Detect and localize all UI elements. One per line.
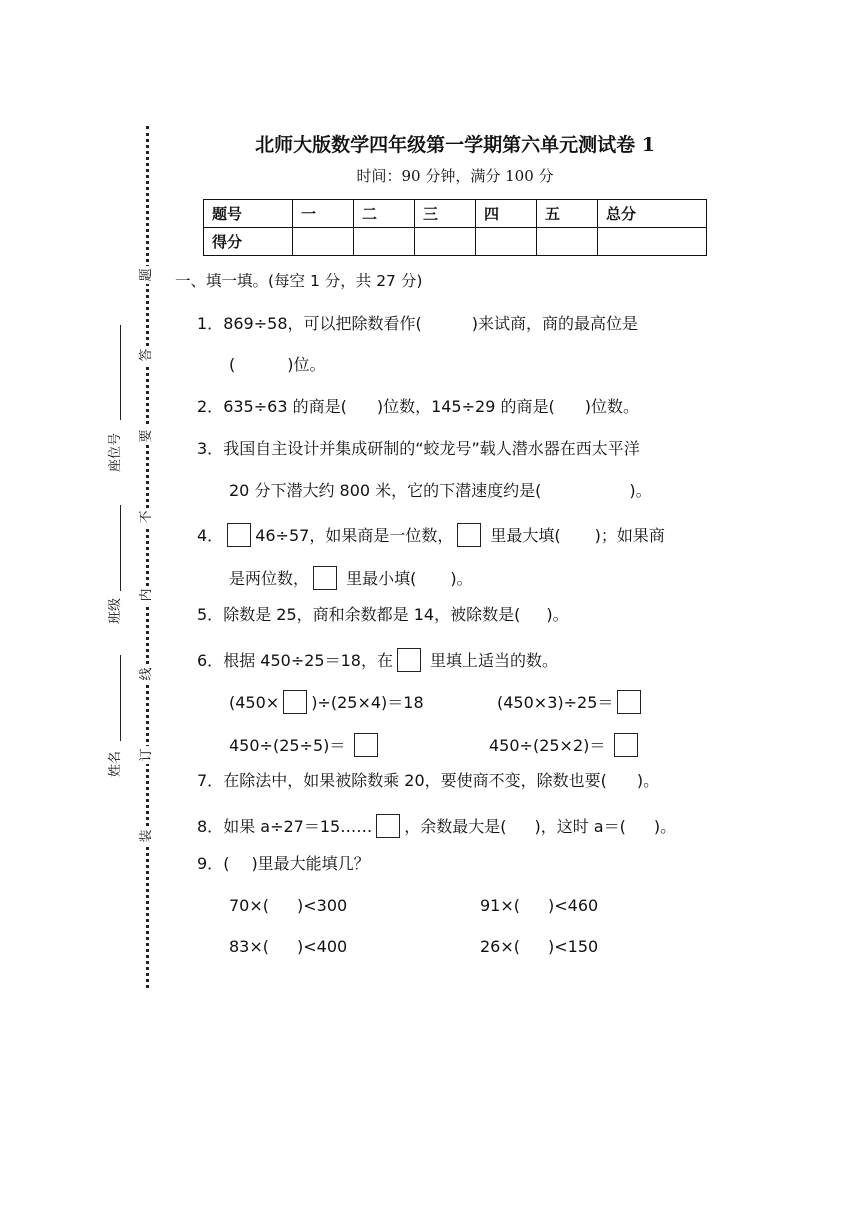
question-3-line2 bbox=[229, 480, 652, 502]
expression-text: 83×( bbox=[229, 937, 270, 956]
question-4-line2 bbox=[229, 566, 473, 590]
score-table bbox=[203, 199, 707, 256]
expression-text: 450÷(25÷5)＝ bbox=[229, 736, 346, 755]
blank-box[interactable] bbox=[457, 523, 481, 547]
expression-text: 70×( bbox=[229, 896, 270, 915]
question-4 bbox=[197, 523, 665, 547]
table-row bbox=[204, 200, 707, 228]
class-line bbox=[120, 505, 121, 591]
question-5 bbox=[197, 604, 569, 626]
question-text: )位数。 bbox=[584, 397, 639, 416]
name-line bbox=[120, 655, 121, 741]
seal-char: 装 bbox=[138, 827, 156, 845]
blank-box[interactable] bbox=[227, 523, 251, 547]
question-number: 7． bbox=[197, 771, 224, 790]
question-text: )。 bbox=[653, 817, 677, 836]
question-text: 我国自主设计并集成研制的“蛟龙号”载人潜水器在西太平洋 bbox=[223, 439, 640, 458]
binding-dotted-line bbox=[146, 126, 149, 988]
blank-box[interactable] bbox=[283, 690, 307, 714]
question-text: 869÷58，可以把除数看作( bbox=[223, 314, 422, 333]
table-cell: 一 bbox=[293, 200, 354, 228]
seal-char: 内 bbox=[138, 586, 156, 604]
table-cell: 三 bbox=[415, 200, 476, 228]
blank-box[interactable] bbox=[397, 648, 421, 672]
expression-text: (450×3)÷25＝ bbox=[497, 693, 614, 712]
question-text: )。 bbox=[450, 569, 473, 588]
question-text: )。 bbox=[629, 481, 652, 500]
question-text: ，余数最大是( bbox=[404, 817, 507, 836]
question-text: )。 bbox=[546, 605, 569, 624]
question-text: 除数是 25，商和余数都是 14，被除数是( bbox=[223, 605, 521, 624]
expression-text: 26×( bbox=[480, 937, 521, 956]
question-6-expr-2 bbox=[497, 690, 645, 714]
question-number: 5． bbox=[197, 605, 224, 624]
question-text: 46÷57，如果商是一位数， bbox=[255, 526, 454, 545]
question-6-expr-3 bbox=[229, 733, 382, 757]
table-cell: 得分 bbox=[204, 228, 293, 256]
seal-char: 题 bbox=[138, 266, 156, 284]
question-9-expr-1 bbox=[229, 895, 347, 917]
question-2 bbox=[197, 396, 639, 418]
question-9 bbox=[197, 853, 370, 875]
question-9-expr-3 bbox=[229, 936, 347, 958]
blank-box[interactable] bbox=[614, 733, 638, 757]
question-text: 635÷63 的商是( bbox=[223, 397, 347, 416]
question-number: 2． bbox=[197, 397, 224, 416]
seal-char: 线 bbox=[138, 665, 156, 683]
question-text: ( bbox=[229, 355, 236, 374]
question-7 bbox=[197, 770, 659, 792]
table-cell: 总分 bbox=[598, 200, 707, 228]
question-number: 8． bbox=[197, 817, 224, 836]
question-6-expr-4 bbox=[489, 733, 642, 757]
seat-number-label: 座位号 bbox=[108, 432, 123, 472]
question-text: )；如果商 bbox=[594, 526, 665, 545]
question-6 bbox=[197, 648, 558, 672]
expression-text: 91×( bbox=[480, 896, 521, 915]
table-cell: 四 bbox=[476, 200, 537, 228]
page-subtitle: 时间：90 分钟，满分 100 分 bbox=[356, 167, 554, 185]
blank-box[interactable] bbox=[617, 690, 641, 714]
expression-text: )÷(25×4)＝18 bbox=[311, 693, 424, 712]
seal-char: 订 bbox=[138, 746, 156, 764]
score-cell[interactable] bbox=[293, 228, 354, 256]
table-cell: 二 bbox=[354, 200, 415, 228]
question-text: ( bbox=[223, 854, 230, 873]
score-cell[interactable] bbox=[415, 228, 476, 256]
score-cell[interactable] bbox=[598, 228, 707, 256]
question-text: 20 分下潜大约 800 米，它的下潜速度约是( bbox=[229, 481, 542, 500]
question-8 bbox=[197, 814, 676, 838]
name-label: 姓名 bbox=[108, 750, 123, 777]
blank-box[interactable] bbox=[376, 814, 400, 838]
question-text: 里最小填( bbox=[346, 569, 417, 588]
seal-char: 要 bbox=[138, 427, 156, 445]
question-number: 3． bbox=[197, 439, 224, 458]
question-text: )位数，145÷29 的商是( bbox=[376, 397, 555, 416]
expression-text: )<460 bbox=[548, 896, 599, 915]
question-text: 根据 450÷25＝18，在 bbox=[223, 651, 393, 670]
score-cell[interactable] bbox=[537, 228, 598, 256]
section-heading: 一、填一填。(每空 1 分，共 27 分) bbox=[175, 272, 423, 290]
score-cell[interactable] bbox=[354, 228, 415, 256]
seal-char: 答 bbox=[138, 346, 156, 364]
question-text: )来试商，商的最高位是 bbox=[471, 314, 638, 333]
expression-text: 450÷(25×2)＝ bbox=[489, 736, 606, 755]
question-1-line2 bbox=[229, 354, 326, 376]
question-text: )，这时 a＝( bbox=[534, 817, 626, 836]
question-text: )。 bbox=[636, 771, 660, 790]
question-text: 是两位数， bbox=[229, 569, 310, 588]
question-1 bbox=[197, 313, 638, 335]
question-9-expr-4 bbox=[480, 936, 598, 958]
table-cell: 五 bbox=[537, 200, 598, 228]
question-number: 4． bbox=[197, 526, 224, 545]
blank-box[interactable] bbox=[354, 733, 378, 757]
expression-text: )<150 bbox=[548, 937, 599, 956]
expression-text: )<400 bbox=[297, 937, 348, 956]
blank-box[interactable] bbox=[313, 566, 337, 590]
table-cell: 题号 bbox=[204, 200, 293, 228]
question-text: 里最大填( bbox=[490, 526, 561, 545]
question-text: 如果 a÷27＝15…… bbox=[223, 817, 373, 836]
question-text: 里填上适当的数。 bbox=[430, 651, 559, 670]
question-number: 1． bbox=[197, 314, 224, 333]
score-cell[interactable] bbox=[476, 228, 537, 256]
question-number: 9． bbox=[197, 854, 224, 873]
question-text: 在除法中，如果被除数乘 20，要使商不变，除数也要( bbox=[223, 771, 607, 790]
question-text: )位。 bbox=[287, 355, 326, 374]
expression-text: (450× bbox=[229, 693, 280, 712]
table-row bbox=[204, 228, 707, 256]
expression-text: )<300 bbox=[297, 896, 348, 915]
question-number: 6． bbox=[197, 651, 224, 670]
page-title: 北师大版数学四年级第一学期第六单元测试卷 1 bbox=[255, 134, 655, 156]
question-9-expr-2 bbox=[480, 895, 598, 917]
seat-number-line bbox=[120, 325, 121, 420]
question-6-expr-1 bbox=[229, 690, 424, 714]
seal-char: 不 bbox=[138, 508, 156, 526]
question-text: )里最大能填几？ bbox=[251, 854, 370, 873]
class-label: 班级 bbox=[108, 597, 123, 624]
question-3 bbox=[197, 438, 640, 460]
